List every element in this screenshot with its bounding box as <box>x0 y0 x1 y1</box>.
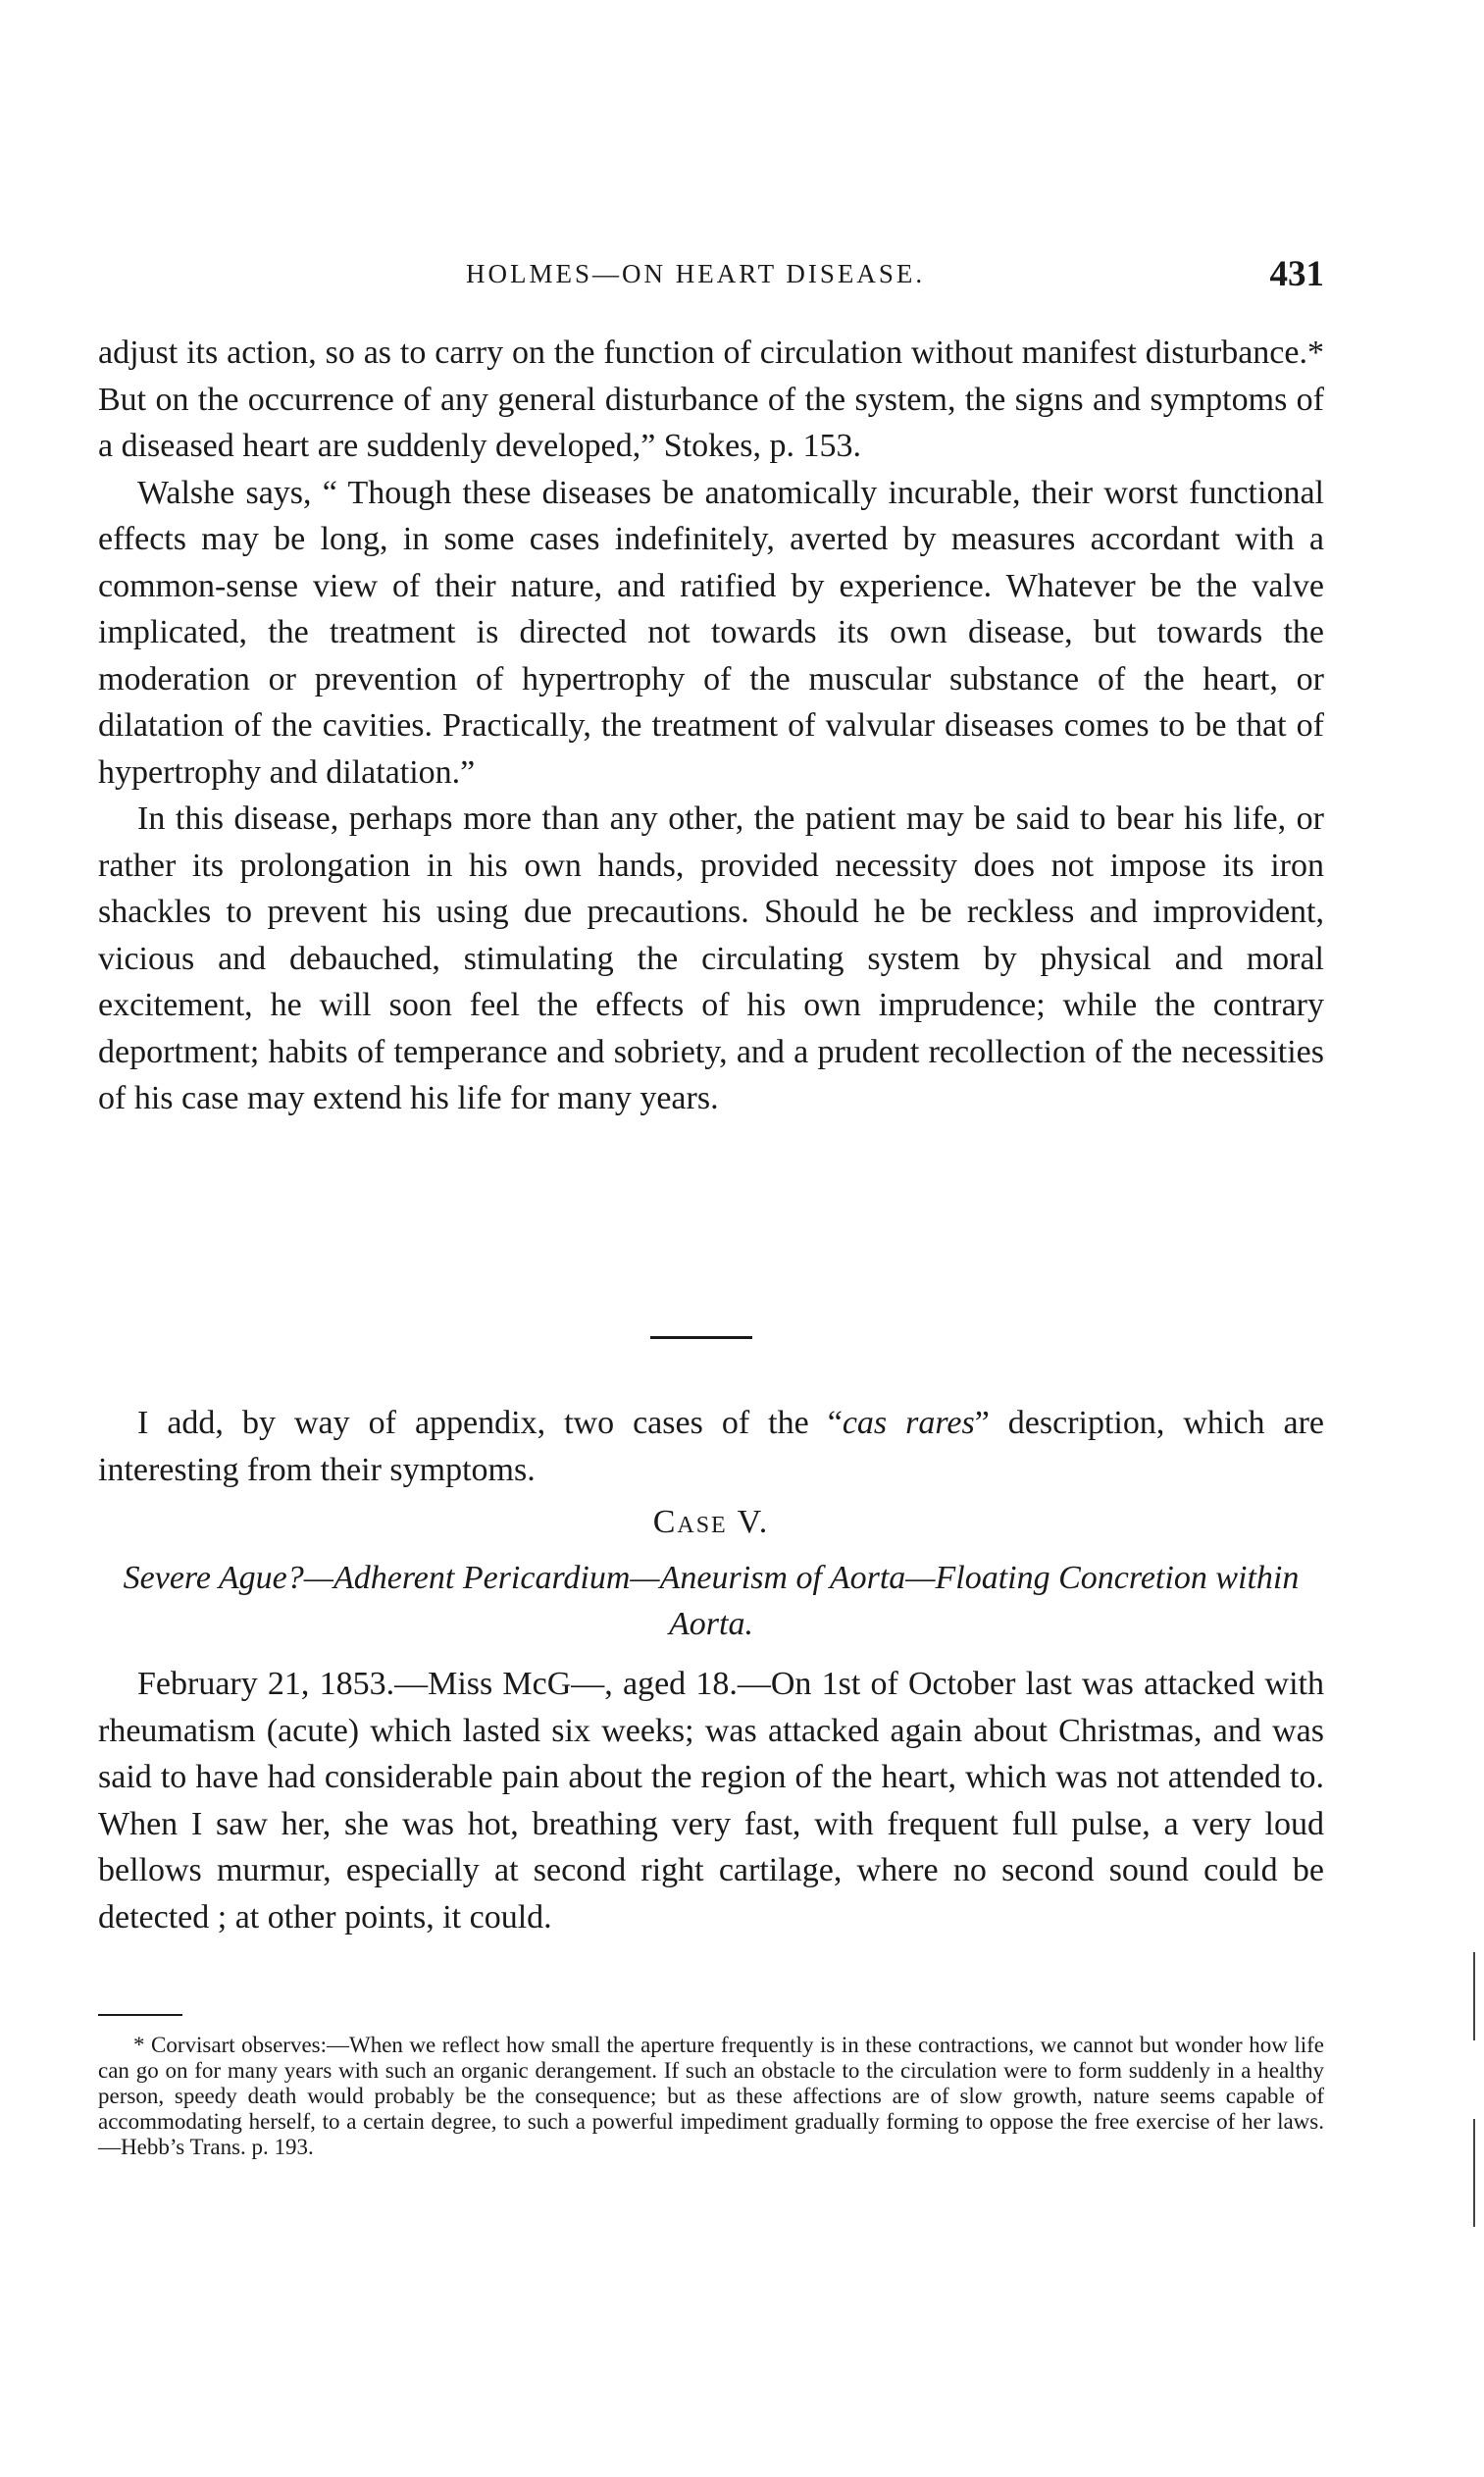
body-text-top <box>98 330 1324 1122</box>
page-number: 431 <box>1269 254 1324 294</box>
appendix-intro <box>98 1400 1324 1493</box>
paragraph-case-history: February 21, 1853.—Miss McG—, aged 18.—On 1st of October last was attacked with rheumatism (acute) which lasted six weeks; was attacked again about Christmas, and was said to have had considerable pain about the region of the heart, which was not attended to. When I saw her, she was hot, breathing very fast, with frequent full pulse, a very loud bellows murmur, especially at second right cartilage, where no second sound could be detected ; at other points, it could. <box>98 1666 1324 1935</box>
paragraph-appendix <box>98 1400 1324 1493</box>
running-head <box>98 253 1324 302</box>
paragraph-precautions: In this disease, perhaps more than any other, the patient may be said to bear his life, or rather its prolongation in his own hands, provided necessity does not impose its iron shackles to prevent his using due precautions. Should he be reckless and improvident, vicious and debauched, stimulating the circulating system by physical and moral excitement, he will soon feel the effects of his own imprudence; while the contrary deportment; habits of temperance and sobriety, and a prudent recollection of the necessities of his case may extend his life for many years. <box>98 800 1324 1116</box>
appendix-text-before: I add, by way of appendix, two cases of the “ <box>137 1405 843 1441</box>
footnote <box>98 2033 1324 2160</box>
case-heading: Case V. <box>652 1504 770 1540</box>
footnote-rule <box>98 2014 182 2016</box>
paragraph-stokes-quote: adjust its action, so as to carry on the function of circulation without manifest disturbance.* But on the occurrence of any general disturbance of the system, the signs and symptoms of a diseased heart are suddenly developed,” Stokes, p. 153. <box>98 335 1324 464</box>
appendix-italic-phrase: cas rares <box>842 1405 975 1441</box>
case-subtitle: Severe Ague?—Adherent Pericardium—Aneurism of Aorta—Floating Concretion within Aorta. <box>123 1560 1300 1642</box>
paragraph-walshe: Walshe says, “ Though these diseases be anatomically incurable, their worst functional effects may be long, in some cases indefinitely, averted by measures accordant with a common-sense view of their nature, and ratified by experience. Whatever be the valve implicated, the treatment is directed not towards its own disease, but towards the moderation or prevention of hypertrophy of the muscular substance of the heart, or dilatation of the cavities. Practically, the treatment of valvular diseases comes to be that of hypertrophy and dilatation.” <box>98 474 1324 791</box>
case-body <box>98 1661 1324 1940</box>
running-title: HOLMES—ON HEART DISEASE. <box>466 259 926 288</box>
section-divider <box>650 1336 752 1339</box>
footnote-corvisart: * Corvisart observes:—When we reflect how small the aperture frequently is in these contractions, we cannot but wonder how life can go on for many years with such an organic derangement. If such an obstacle to the circulation were to form suddenly in a healthy person, speedy death would probably be the consequence; but as these affections are of slow growth, nature seems capable of accommodating herself, to a certain degree, to such a powerful impediment gradually forming to oppose the free exercise of her laws.—Hebb’s Trans. p. 193. <box>98 2033 1324 2159</box>
scan-edge-mark <box>1473 1952 1475 2040</box>
scan-edge-mark <box>1473 2119 1475 2227</box>
appendix-text-after: ” description, which are interesting from their symptoms. <box>98 1405 1324 1488</box>
